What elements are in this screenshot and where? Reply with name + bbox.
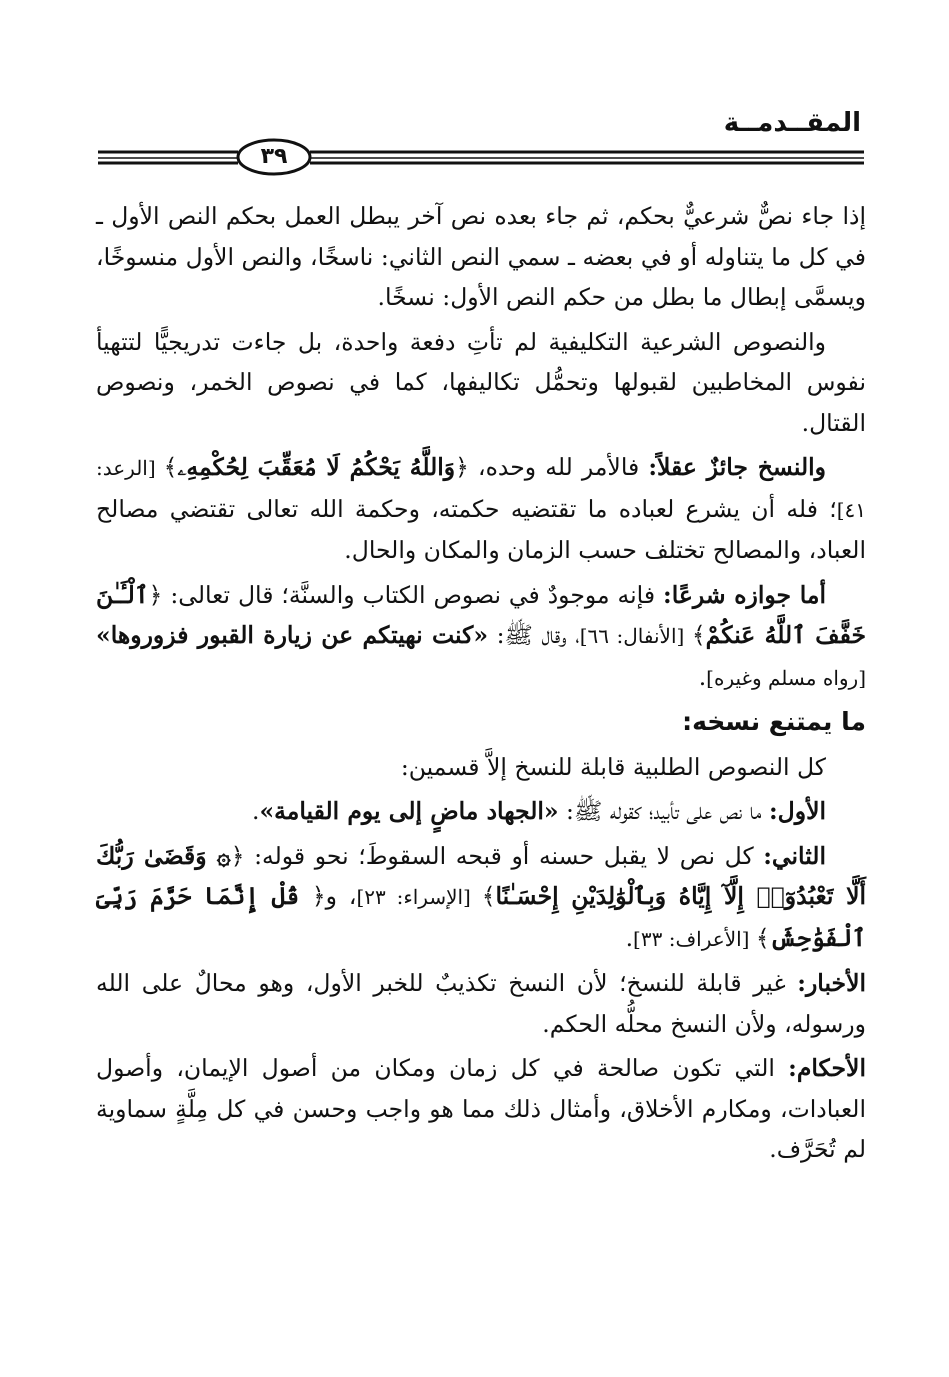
paragraph-gradual-legislation: والنصوص الشرعية التكليفية لم تأتِ دفعة واحدة، بل جاءت تدريجيًّا لتتهيأ نفوس المخاطبين لقبولها وتحمُّل تكاليفها، كما في نصوص الخمر، ونصوص القتال. [96, 327, 866, 437]
text-segment: . [625, 923, 634, 952]
term-ahkam: الأحكام: [788, 1054, 866, 1082]
verse-reference: [الأعراف: ٣٣] [633, 926, 756, 951]
paragraph-naskh-definition: إذا جاء نصٌّ شرعيٌّ بحكم، ثم جاء بعده نص آخر يبطل العمل بحكم النص الأول ـ في كل ما يتناوله أو في بعضه ـ سمي النص الثاني: ناسخًا، والنص الأول منسوخًا، ويسمَّى إبطال ما بطل من حكم النص الأول: نسخًا. [96, 202, 866, 311]
chapter-title: المقــدمــة [723, 108, 861, 138]
term-legal: أما جوازه شرعًا: [663, 580, 826, 609]
quran-open-bracket: ﴿ [311, 882, 326, 910]
verse-reference: [الأنفال: ٦٦] [579, 624, 692, 648]
text-segment: . [251, 797, 260, 825]
text-segment: كل نص لا يقبل حسنه أو قبحه السقوطَ؛ نحو قوله: [244, 841, 764, 870]
text-segment: ، وقال ﷺ: [488, 621, 580, 649]
term-first: الأول: [768, 797, 826, 825]
text-segment: ؛ فله أن يشرع لعباده ما تقتضيه حكمته، وحكمة الله تعالى تقتضي مصالح العباد، والمصالح تختلف حسب الزمان والمكان والحال. [96, 494, 866, 564]
paragraph-akhbar [96, 963, 866, 1044]
text-segment: . [698, 662, 707, 691]
text-segment: فالأمر لله وحده، [468, 453, 649, 481]
header-rule-ornament [98, 138, 864, 178]
text-segment: فإنه موجودٌ في نصوص الكتاب والسنَّة؛ قال تعالى: [162, 580, 664, 609]
text-segment: ، و [325, 882, 357, 910]
text-segment: غير قابلة للنسخ؛ لأن النسخ تكذيبٌ للخبر الأول، وهو محالٌ على الله ورسوله، ولأن النسخ محلُّه الحكم. [96, 969, 866, 1038]
page-number: ٣٩ [260, 144, 288, 169]
paragraph-rational-permissibility [96, 447, 866, 571]
verse-reference: [الإسراء: ٢٣] [356, 885, 482, 909]
hadith-reference: [رواه مسلم وغيره] [706, 665, 866, 690]
body-text [96, 196, 866, 1174]
verse-reference: [الرعد: ٤١] [96, 456, 866, 522]
text-segment: التي تكون صالحة في كل زمان ومكان من أصول الإيمان، وأصول العبادات، ومكارم الأخلاق، وأمثال ذلك مما هو واجب وحسن في كل مِلَّةٍ سماوية لم تُحَرَّف. [96, 1054, 866, 1163]
quran-open-bracket: ﴿ [455, 453, 469, 481]
section-heading: ما يمتنع نسخه: [682, 707, 866, 736]
quran-close-bracket: ﴾ [163, 453, 178, 481]
paragraph-first-category [96, 791, 866, 832]
quran-open-bracket: ﴿ [230, 841, 245, 870]
term-second: الثاني: [763, 841, 826, 870]
quran-close-bracket: ﴾ [481, 882, 496, 910]
text-segment: ما نص على تأبيد؛ كقوله ﷺ: [558, 797, 769, 825]
quran-verse: ۞ وَقَضَىٰ رَبُّكَ أَلَّا تَعْبُدُوٓا۟ إِلَّآ إِيَّاهُ وَبِٱلْوَٰلِدَيْنِ إِحْسَـٰنًا [96, 841, 866, 910]
quran-verse: ٱلْـَٔـٰنَ خَفَّفَ ٱللَّهُ عَنكُمْ [96, 580, 866, 649]
paragraph-ahkam [96, 1048, 866, 1170]
quran-close-bracket: ﴾ [755, 923, 770, 952]
quran-close-bracket: ﴾ [691, 621, 706, 649]
quran-open-bracket: ﴿ [148, 580, 163, 609]
paragraph-second-category [96, 836, 866, 960]
term-akhbar: الأخبار: [797, 969, 866, 997]
quran-verse: قُلْ إِنَّمَا حَرَّمَ رَبِّىَ ٱلْفَوَٰحِشَ [96, 882, 866, 952]
term-rational: والنسخ جائزٌ عقلاً: [648, 453, 826, 481]
paragraph-section-intro: كل النصوص الطلبية قابلة للنسخ إلاَّ قسمين: [400, 752, 826, 781]
hadith-quote: «كنت نهيتكم عن زيارة القبور فزوروها» [96, 621, 489, 649]
paragraph-legal-permissibility [96, 575, 866, 699]
hadith-quote: «الجهاد ماضٍ إلى يوم القيامة» [259, 797, 559, 825]
quran-verse: وَاللَّهُ يَحْكُمُ لَا مُعَقِّبَ لِحُكْمِهِۦ [177, 453, 456, 481]
